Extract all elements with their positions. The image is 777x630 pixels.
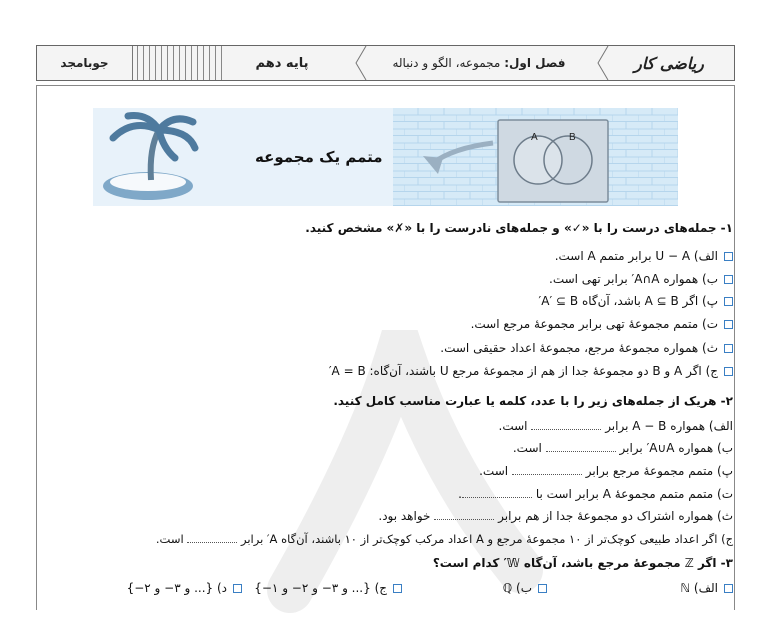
banner-illustration <box>93 108 678 206</box>
author-label: جوبامجد <box>60 56 109 70</box>
topic-banner <box>93 108 678 206</box>
checkbox[interactable] <box>724 297 733 306</box>
q1-item: پ) اگر A ⊆ B باشد، آن‌گاه A′ ⊆ B′ <box>539 294 733 308</box>
checkbox[interactable] <box>724 367 733 376</box>
q2-item: ت) متمم متمم مجموعهٔ A برابر است با . <box>458 487 733 501</box>
header-chevron-icon <box>352 46 372 80</box>
answer-blank[interactable] <box>187 542 237 543</box>
q3-option-a[interactable]: الف) ℕ <box>680 581 733 595</box>
q1-item: ب) همواره A∩A′ برابر تهی است. <box>549 272 733 286</box>
q1-item: ت) متمم مجموعهٔ تهی برابر مجموعهٔ مرجع است. <box>471 317 733 331</box>
header-stripes <box>132 46 222 80</box>
checkbox[interactable] <box>724 344 733 353</box>
page-header <box>36 45 735 81</box>
checkbox[interactable] <box>724 584 733 593</box>
q2-item: ج) اگر اعداد طبیعی کوچک‌تر از ۱۰ مجموعهٔ مرجع و A اعداد مرکب کوچک‌تر از ۱۰ باشند، آن‌گاه A′ برابر است. <box>155 532 733 546</box>
q2-title: ۲- هریک از جمله‌های زیر را با عدد، کلمه یا عبارت مناسب کامل کنید. <box>333 394 733 408</box>
checkbox[interactable] <box>724 320 733 329</box>
answer-blank[interactable] <box>434 519 494 520</box>
answer-blank[interactable] <box>531 429 601 430</box>
banner-title: متمم یک مجموعه <box>255 148 383 166</box>
q3-title: ۳- اگر ℤ مجموعهٔ مرجع باشد، آن‌گاه 𝕎′ کدام است؟ <box>432 556 733 570</box>
brand-logo: ریاضی کار <box>634 53 704 73</box>
grade-label: پایه دهم <box>255 55 309 71</box>
q3-option-b[interactable]: ب) ℚ <box>503 581 547 595</box>
q2-item: ث) همواره اشتراک دو مجموعهٔ جدا از هم برابر خواهد بود. <box>378 509 733 523</box>
answer-blank[interactable] <box>512 474 582 475</box>
answer-blank[interactable] <box>546 451 616 452</box>
q3-option-c[interactable]: ج) {... و ۳− و ۲− و ۱−} <box>254 581 402 595</box>
q1-item: ج) اگر A و B دو مجموعهٔ جدا از هم از مجموعهٔ مرجع U باشند، آن‌گاه: A = B′ <box>329 364 733 378</box>
checkbox[interactable] <box>724 275 733 284</box>
q1-title: ۱- جمله‌های درست را با «✓» و جمله‌های نادرست را با «✗» مشخص کنید. <box>305 221 733 235</box>
chapter-heading: فصل اول: مجموعه، الگو و دنباله <box>392 56 566 70</box>
checkbox[interactable] <box>233 584 242 593</box>
answer-blank[interactable] <box>462 497 532 498</box>
q2-item: الف) همواره A − B برابر است. <box>498 419 733 433</box>
venn-label-a: A <box>531 132 538 143</box>
q1-item: الف) U − A برابر متمم A است. <box>555 249 733 263</box>
header-chevron-icon <box>594 46 614 80</box>
checkbox[interactable] <box>538 584 547 593</box>
q1-item: ث) همواره مجموعهٔ مرجع، مجموعهٔ اعداد حقیقی است. <box>440 341 733 355</box>
q2-item: پ) متمم مجموعهٔ مرجع برابر است. <box>479 464 733 478</box>
checkbox[interactable] <box>724 252 733 261</box>
checkbox[interactable] <box>393 584 402 593</box>
q3-option-d[interactable]: د) {... و ۳− و ۲−} <box>127 581 242 595</box>
venn-label-b: B <box>569 132 576 143</box>
q2-item: ب) همواره A∪A′ برابر است. <box>512 441 733 455</box>
